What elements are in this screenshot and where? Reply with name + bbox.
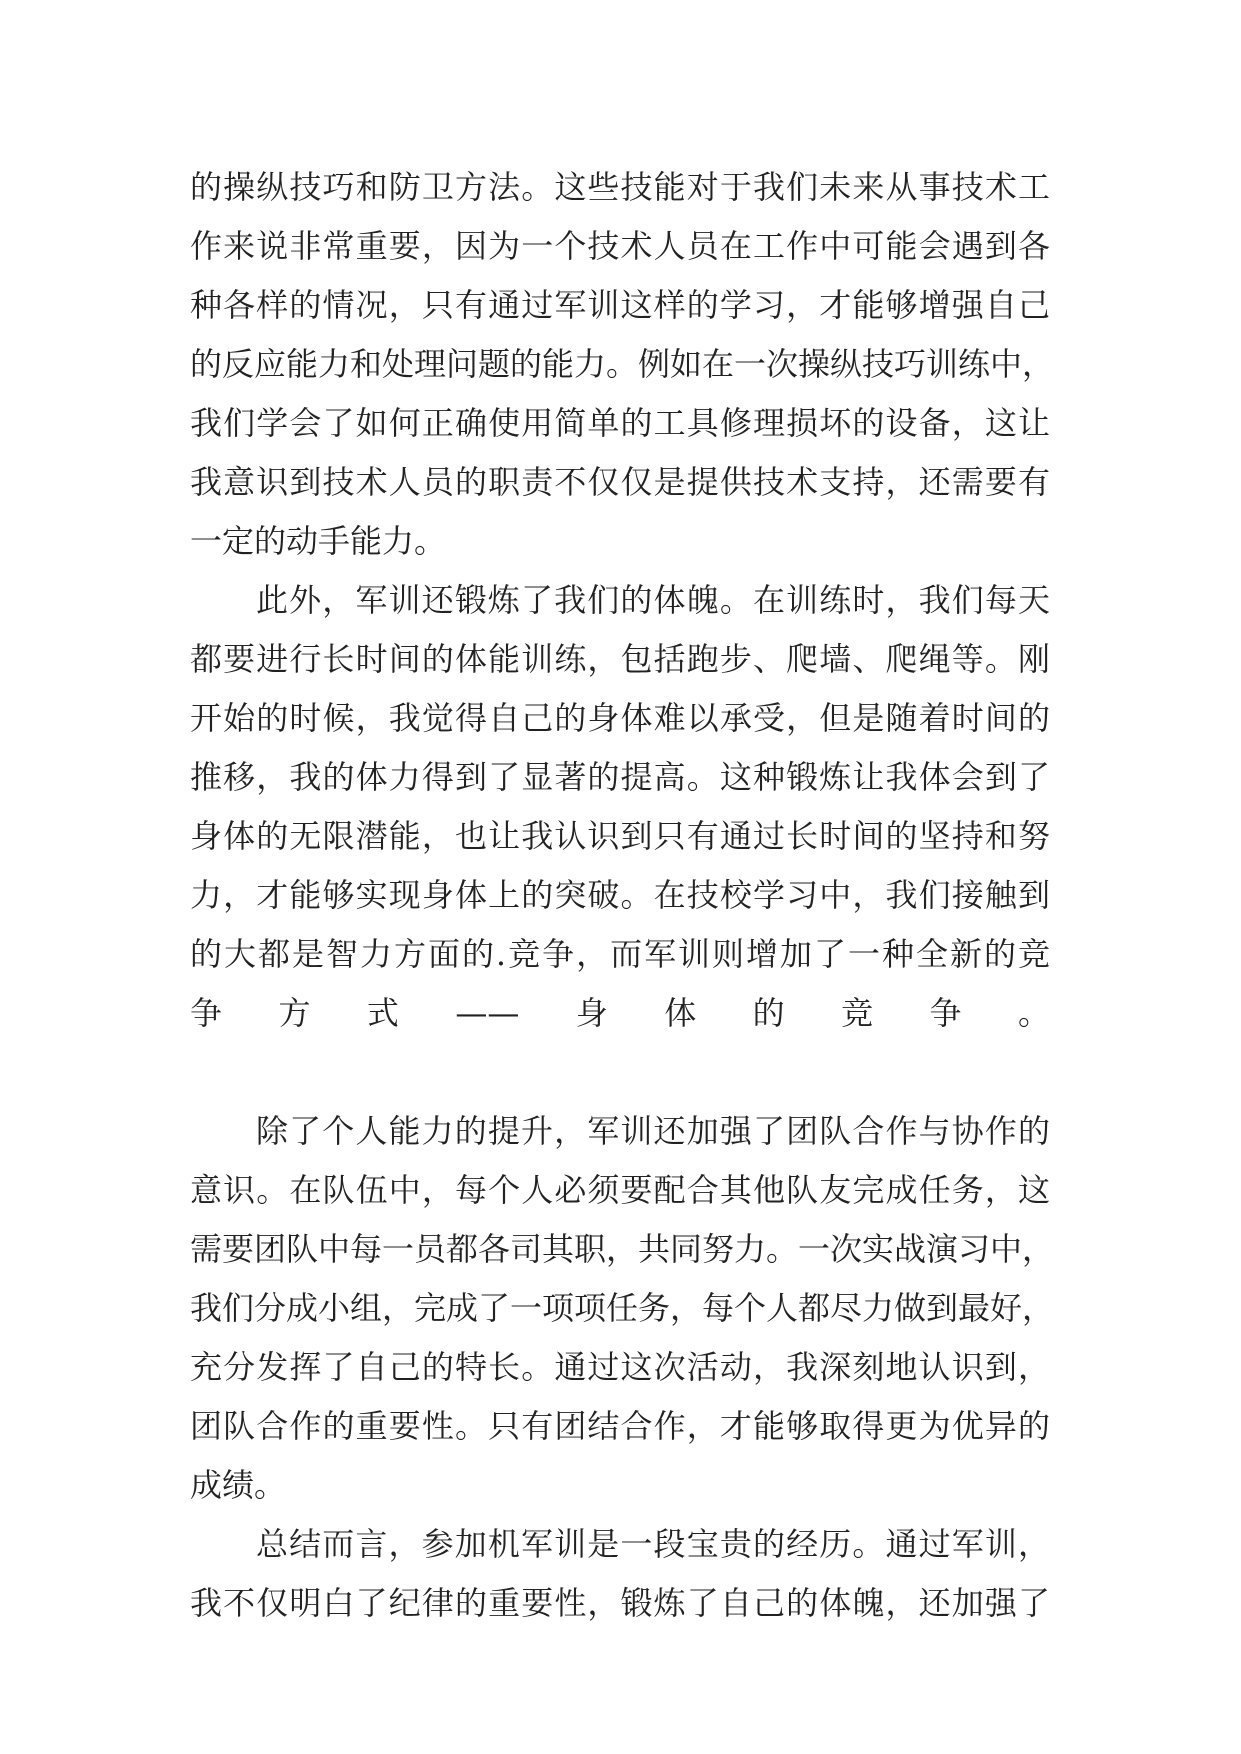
text-line bbox=[190, 1043, 1050, 1102]
text-line: 需要团队中每一员都各司其职，共同努力。一次实战演习中， bbox=[190, 1230, 1055, 1268]
paragraph-3 bbox=[190, 1102, 1055, 1515]
text-line: 成绩。 bbox=[190, 1466, 287, 1504]
text-line: 身体的无限潜能，也让我认识到只有通过长时间的坚持和努 bbox=[190, 817, 1050, 855]
text-line: 我不仅明白了纪律的重要性，锻炼了自己的体魄，还加强了 bbox=[190, 1584, 1050, 1622]
text-line: 开始的时候，我觉得自己的身体难以承受，但是随着时间的 bbox=[190, 699, 1050, 737]
text-line: 力，才能够实现身体上的突破。在技校学习中，我们接触到 bbox=[190, 876, 1050, 914]
text-line: 都要进行长时间的体能训练，包括跑步、爬墙、爬绳等。刚 bbox=[190, 640, 1050, 678]
text-line: 的操纵技巧和防卫方法。这些技能对于我们未来从事技术工 bbox=[190, 168, 1050, 206]
text-line: 我意识到技术人员的职责不仅仅是提供技术支持，还需要有 bbox=[190, 463, 1050, 501]
text-line: 我们分成小组，完成了一项项任务，每个人都尽力做到最好， bbox=[190, 1289, 1055, 1327]
text-line: 一定的动手能力。 bbox=[190, 522, 447, 560]
text-line: 充分发挥了自己的特长。通过这次活动，我深刻地认识到， bbox=[190, 1348, 1050, 1386]
text-line: 种各样的情况，只有通过军训这样的学习，才能够增强自己 bbox=[190, 286, 1050, 324]
text-line: 推移，我的体力得到了显著的提高。这种锻炼让我体会到了 bbox=[190, 758, 1050, 796]
text-line: 争方式——身体的竞争。 bbox=[190, 994, 1050, 1032]
paragraph-2 bbox=[190, 571, 1050, 1102]
text-line: 作来说非常重要，因为一个技术人员在工作中可能会遇到各 bbox=[190, 227, 1050, 265]
text-line: 的大都是智力方面的.竞争，而军训则增加了一种全新的竞 bbox=[190, 935, 1050, 973]
body-text bbox=[190, 158, 1055, 1633]
text-line: 总结而言，参加机军训是一段宝贵的经历。通过军训， bbox=[256, 1525, 1050, 1563]
paragraph-4 bbox=[190, 1515, 1050, 1633]
text-line: 的反应能力和处理问题的能力。例如在一次操纵技巧训练中， bbox=[190, 345, 1055, 383]
text-line: 我们学会了如何正确使用简单的工具修理损坏的设备，这让 bbox=[190, 404, 1050, 442]
text-line: 除了个人能力的提升，军训还加强了团队合作与协作的 bbox=[256, 1112, 1050, 1150]
paragraph-1 bbox=[190, 158, 1055, 571]
text-line: 意识。在队伍中，每个人必须要配合其他队友完成任务，这 bbox=[190, 1171, 1050, 1209]
text-line: 团队合作的重要性。只有团结合作，才能够取得更为优异的 bbox=[190, 1407, 1050, 1445]
text-line: 此外，军训还锻炼了我们的体魄。在训练时，我们每天 bbox=[256, 581, 1050, 619]
